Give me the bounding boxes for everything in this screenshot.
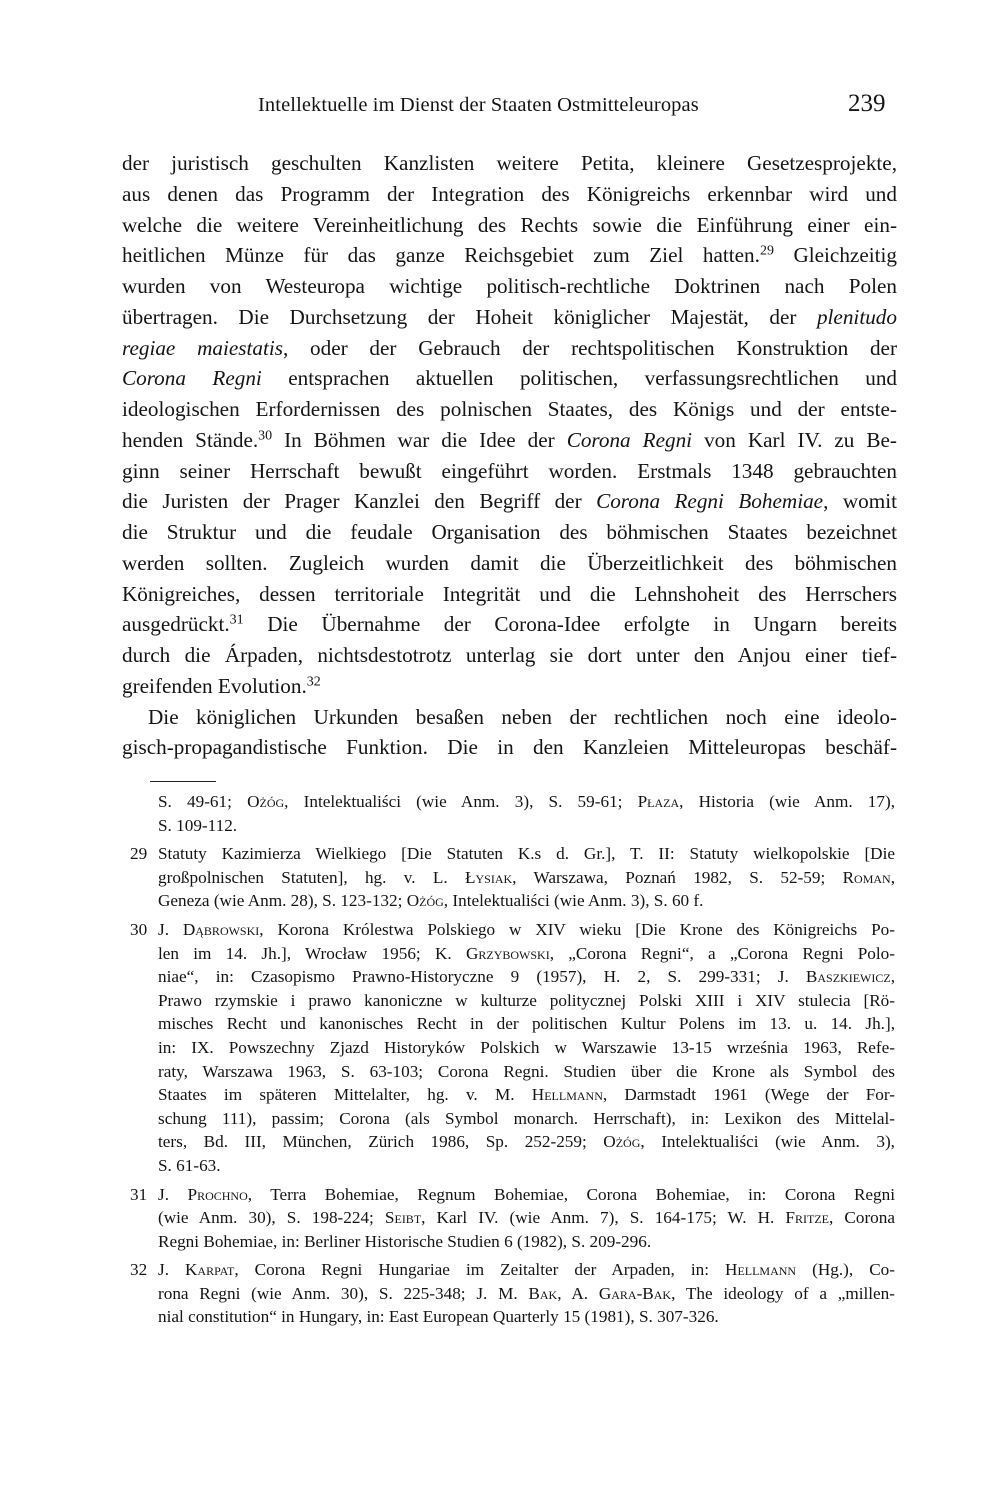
page-number: 239 [848, 90, 886, 117]
body-line [122, 271, 897, 302]
text-run: Statuty Kazimierza Wielkiego [Die Statuten K.s d. Gr.], T. II: Statuty wielkopolskie [Die [158, 844, 895, 864]
author-name-smallcaps: aszkiewicz [817, 967, 891, 987]
text-run: niae“, in: Czasopismo Prawno-Historyczne 9 (1957), H. 2, S. 299-331; J. B [158, 967, 818, 987]
text-run: J. P [158, 1184, 198, 1204]
body-line [122, 302, 897, 333]
footnote-line [158, 1258, 895, 1282]
footnote-reference: 32 [306, 674, 321, 690]
body-line [122, 240, 897, 271]
text-run: nial constitution“ in Hungary, in: East European Quarterly 15 (1981), S. 307-326. [158, 1307, 719, 1327]
text-run: Regni Bohemiae, in: Berliner Historische Studien 6 (1982), S. 209-296. [158, 1231, 652, 1251]
italic-text: plenitudo [816, 304, 897, 329]
footnote-line [158, 989, 895, 1013]
author-name-smallcaps: żóg [259, 792, 285, 811]
italic-text: regiae maiestatis [122, 335, 284, 360]
body-line [122, 517, 897, 548]
text-run: wurden von Westeuropa wichtige politisch-rechtliche Doktrinen nach Polen [122, 274, 897, 298]
author-name-smallcaps: ara [611, 1283, 637, 1303]
body-line [122, 702, 897, 733]
body-line [122, 671, 897, 702]
text-run: rona Regni (wie Anm. 30), S. 225-348; J. M. B [158, 1283, 540, 1303]
text-run: , oder der Gebrauch der rechtspolitischen Konstruktion der [283, 335, 897, 360]
italic-text: Corona Regni [122, 366, 262, 391]
text-run: S. 61-63. [158, 1155, 221, 1175]
text-run: , womit [823, 489, 897, 514]
footnote-line [158, 918, 895, 942]
text-run: ters, Bd. III, München, Zürich 1986, Sp. 252-259; O [158, 1132, 616, 1152]
footnotes [130, 790, 895, 1334]
text-run: gisch-propagandistische Funktion. Die in den Kanzleien Mitteleuropas beschäf- [122, 735, 897, 760]
text-run: , Corona Regni Hungariae im Zeitalter der Arpaden, in: H [234, 1260, 738, 1280]
text-run: J. D [158, 919, 196, 939]
text-run: S. 49-61; O [158, 792, 260, 811]
author-name-smallcaps: żóg [615, 1132, 641, 1152]
text-run: -B [636, 1283, 654, 1303]
text-run: Geneza (wie Anm. 28), S. 123-132; O [158, 891, 420, 911]
author-name-smallcaps: ąbrowski [195, 919, 260, 939]
footnote-reference: 31 [229, 612, 244, 628]
text-run: S. 109-112. [158, 815, 238, 835]
footnote-line [158, 1183, 895, 1207]
footnote-line [158, 866, 895, 890]
footnote [130, 1258, 895, 1329]
text-run: Die Übernahme der Corona-Idee erfolgte in Ungarn bereits [243, 612, 897, 637]
text-run: Gleichzeitig [773, 243, 897, 268]
running-head-title: Intellektuelle im Dienst der Staaten Ostmitteleuropas [258, 94, 699, 116]
footnote-line [158, 1130, 895, 1154]
author-name-smallcaps: ak [653, 1283, 672, 1303]
footnote-line [158, 1083, 895, 1107]
body-text [122, 148, 897, 763]
footnote-number: 31 [130, 1184, 148, 1204]
text-run: In Böhmen war die Idee der [272, 427, 567, 452]
body-line [122, 333, 897, 364]
text-run: werden sollten. Zugleich wurden damit die Überzeitlichkeit des böhmischen [122, 550, 897, 575]
text-run: Staates im späteren Mittelalter, hg. v. M. H [158, 1085, 545, 1105]
text-run: welche die weitere Vereinheitlichung des Rechts sowie die Einführung einer ein- [122, 212, 897, 237]
author-name-smallcaps: ritze [794, 1208, 829, 1228]
italic-text: Corona Regni [566, 427, 693, 452]
text-run: , Intelektualiści (wie Anm. 3), [640, 1132, 895, 1152]
footnote-line [158, 1036, 895, 1060]
footnote-number: 32 [130, 1260, 148, 1280]
body-line [122, 425, 897, 456]
footnote-reference: 30 [258, 428, 273, 444]
text-run: J. K [158, 1260, 198, 1280]
text-run: ausgedrückt. [122, 612, 230, 637]
text-run: ginn seiner Herrschaft bewußt eingeführt worden. Erstmals 1348 gebrauchten [122, 458, 897, 483]
body-line [122, 394, 897, 425]
body-line [122, 179, 897, 210]
body-line [122, 548, 897, 579]
text-run: , [890, 867, 896, 887]
author-name-smallcaps: rochno [197, 1184, 248, 1204]
footnote-line [158, 842, 895, 866]
body-line [122, 456, 897, 487]
footnote-line [158, 1012, 895, 1036]
author-name-smallcaps: ellmann [544, 1085, 603, 1105]
footnote-line [158, 1305, 895, 1329]
author-name-smallcaps: oman [854, 867, 891, 887]
footnote [130, 1183, 895, 1254]
text-run: Prawo rzymskie i prawo kanoniczne w kulturze politycznej Polski XIII i XIV stulecia [Rö- [158, 990, 895, 1010]
body-line [122, 732, 897, 763]
text-run: misches Recht und kanonisches Recht in der politischen Kultur Polens im 13. u. 14. Jh.], [158, 1014, 895, 1034]
footnote-line [158, 1154, 895, 1178]
body-line [122, 486, 897, 517]
footnote-line [158, 965, 895, 989]
text-run: , Korona Królestwa Polskiego w XIV wieku [Die Krone des Königreichs Po- [259, 919, 895, 939]
text-run: übertragen. Die Durchsetzung der Hoheit königlicher Majestät, der [122, 304, 817, 329]
text-run: henden Stände. [122, 427, 259, 452]
text-run: , Karl IV. (wie Anm. 7), S. 164-175; W. H. F [421, 1208, 795, 1228]
text-run: in: IX. Powszechny Zjazd Historyków Polskich w Warszawie 13-15 września 1963, Refe- [158, 1037, 895, 1057]
footnote-line [158, 889, 895, 913]
footnote-reference: 29 [759, 243, 774, 259]
text-run: Königreiches, dessen territoriale Integrität und die Lehnshoheit des Herrschers [122, 581, 897, 606]
text-run: die Juristen der Prager Kanzlei den Begriff der [122, 489, 597, 514]
body-line [122, 148, 897, 179]
footnote-number: 29 [130, 844, 148, 864]
text-run: ideologischen Erfordernissen des polnischen Staates, des Königs und der entste- [122, 397, 897, 421]
author-name-smallcaps: arpat [197, 1260, 235, 1280]
author-name-smallcaps: eibt [394, 1208, 422, 1228]
body-line [122, 640, 897, 671]
footnote-line [158, 814, 895, 838]
text-run: (wie Anm. 30), S. 198-224; S [158, 1208, 395, 1228]
footnote-line [158, 1060, 895, 1084]
text-run: , A. G [557, 1283, 612, 1303]
footnote-number: 30 [130, 919, 148, 939]
footnote-line [158, 1282, 895, 1306]
footnote-separator [150, 781, 216, 782]
text-run: , „Corona Regni“, a „Corona Regni Polo- [549, 943, 895, 963]
text-run: (Hg.), Co- [796, 1260, 895, 1280]
author-name-smallcaps: ak [539, 1283, 558, 1303]
text-run: , Darmstadt 1961 (Wege der For- [602, 1085, 896, 1105]
text-run: aus denen das Programm der Integration des Königreichs erkennbar wird und [122, 181, 897, 206]
footnote-line [158, 1107, 895, 1131]
body-line [122, 609, 897, 640]
footnote-line [158, 942, 895, 966]
text-run: , Terra Bohemiae, Regnum Bohemiae, Corona Bohemiae, in: Corona Regni [247, 1184, 896, 1204]
author-name-smallcaps: ellmann [737, 1260, 797, 1280]
text-run: heitlichen Münze für das ganze Reichsgebiet zum Ziel hatten. [122, 243, 760, 268]
text-run: der juristisch geschulten Kanzlisten weitere Petita, kleinere Gesetzesprojekte, [122, 151, 897, 175]
author-name-smallcaps: ysiak [475, 867, 513, 887]
body-line [122, 363, 897, 394]
text-run: von Karl IV. zu Be- [692, 427, 897, 452]
text-run: , Warszawa, Poznań 1982, S. 52-59; R [512, 867, 855, 887]
footnote-line [158, 1230, 895, 1254]
text-run: , Corona [828, 1208, 895, 1228]
footnote [130, 842, 895, 913]
footnote-line [158, 790, 895, 814]
text-run: greifenden Evolution. [122, 673, 307, 698]
footnote-line [158, 1206, 895, 1230]
text-run: , [890, 967, 895, 987]
text-run: , Intelektualiści (wie Anm. 3), S. 60 f. [443, 891, 704, 911]
author-name-smallcaps: rzybowski [478, 943, 550, 963]
body-line [122, 210, 897, 241]
text-run: großpolnischen Statuten], hg. v. L. Ł [158, 867, 476, 887]
text-run: schung 111), passim; Corona (als Symbol monarch. Herrschaft), in: Lexikon des Mittelal- [158, 1108, 895, 1128]
text-run: raty, Warszawa 1963, S. 63-103; Corona Regni. Studien über die Krone als Symbol des [158, 1061, 895, 1081]
text-run: entsprachen aktuellen politischen, verfassungsrechtlichen und [261, 366, 898, 391]
footnote-continuation [130, 790, 895, 837]
author-name-smallcaps: łaza [647, 792, 680, 811]
text-run: Die königlichen Urkunden besaßen neben der rechtlichen noch eine ideolo- [148, 704, 897, 729]
footnote [130, 918, 895, 1178]
text-run: durch die Árpaden, nichtsdestotrotz unterlag sie dort unter den Anjou einer tief- [122, 643, 897, 667]
body-line [122, 579, 897, 610]
text-run: , Historia (wie Anm. 17), [679, 792, 895, 811]
author-name-smallcaps: żóg [419, 891, 444, 911]
text-run: len im 14. Jh.], Wrocław 1956; K. G [158, 943, 479, 963]
text-run: , The ideology of a „millen- [671, 1283, 895, 1303]
italic-text: Corona Regni Bohemiae [596, 489, 824, 514]
text-run: , Intelektualiści (wie Anm. 3), S. 59-61; P [284, 792, 648, 811]
text-run: die Struktur und die feudale Organisation des böhmischen Staates bezeichnet [122, 520, 897, 544]
